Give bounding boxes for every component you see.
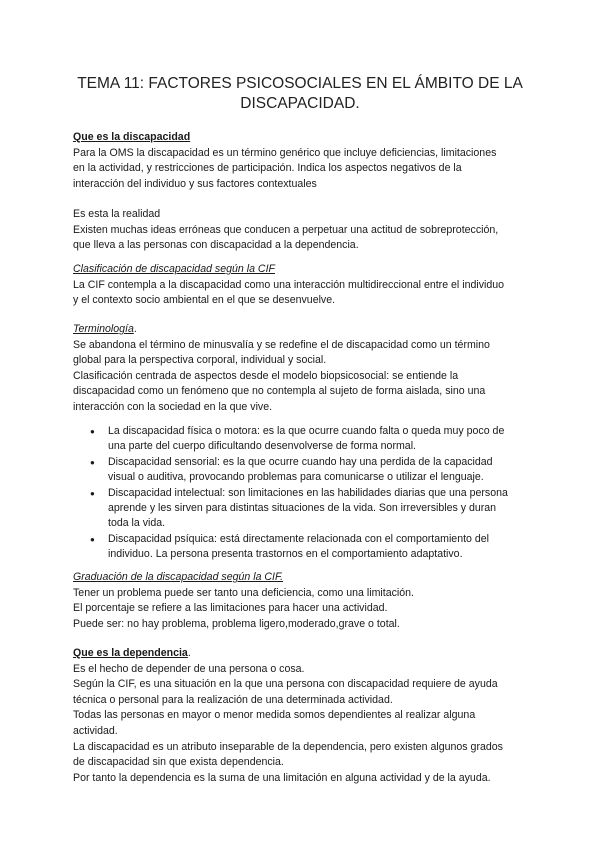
list-item <box>90 424 530 455</box>
paragraph-line: Clasificación centrada de aspectos desde el modelo biopsicosocial: se entiende la <box>73 369 459 382</box>
list-item <box>90 532 530 563</box>
section-heading-row <box>73 646 533 662</box>
paragraph-line: El porcentaje se refiere a las limitaciones para hacer una actividad. <box>73 602 388 615</box>
paragraph-line: técnica o personal para la realización de una determinada actividad. <box>73 693 393 706</box>
list-item-line: visual o auditiva, provocando problemas para comunicarse o utilizar el lenguaje. <box>108 471 484 484</box>
paragraph-line: Se abandona el término de minusvalía y se redefine el de discapacidad como un término <box>73 338 490 351</box>
paragraph-line: Existen muchas ideas erróneas que conducen a perpetuar una actitud de sobreprotección, <box>73 223 499 236</box>
heading-suffix: . <box>133 323 137 335</box>
section-heading-row <box>73 322 533 338</box>
list-item-line: ● La discapacidad física o motora: es la que ocurre cuando falta o queda muy poco de <box>108 425 505 437</box>
section-graduacion-cif <box>73 570 533 632</box>
paragraph-line: de discapacidad sin que exista dependencia. <box>73 756 284 769</box>
paragraph-line: Por tanto la dependencia es la suma de una limitación en alguna actividad y de la ayuda. <box>73 771 491 784</box>
list-item-line: toda la vida. <box>108 517 166 530</box>
list-item <box>90 486 530 532</box>
section-que-es-discapacidad <box>73 130 533 192</box>
paragraph-line: Puede ser: no hay problema, problema ligero,moderado,grave o total. <box>73 617 400 630</box>
paragraph-line: Para la OMS la discapacidad es un término genérico que incluye deficiencias, limitaciones <box>73 146 497 159</box>
paragraph-line: Es el hecho de depender de una persona o cosa. <box>73 662 305 675</box>
list-item-line: individuo. La persona presenta trastornos en el comportamiento adaptativo. <box>108 548 463 561</box>
paragraph-line: en la actividad, y restricciones de participación. Indica los aspectos negativos de la <box>73 162 462 175</box>
list-item-line: aprende y les sirven para distintas situaciones de la vida. Son irreversibles y duran <box>108 502 497 515</box>
paragraph-line: Tener un problema puede ser tanto una deficiencia, como una limitación. <box>73 586 414 599</box>
list-item <box>90 455 530 486</box>
section-realidad <box>73 207 533 254</box>
section-clasificacion-cif <box>73 262 533 309</box>
paragraph-line: global para la perspectiva corporal, individual y social. <box>73 354 327 367</box>
section-terminologia <box>73 322 533 416</box>
list-item-line: ● Discapacidad psíquica: está directamente relacionada con el comportamiento del <box>108 532 490 545</box>
section-que-es-dependencia <box>73 646 533 786</box>
paragraph-line: que lleva a las personas con discapacidad a la dependencia. <box>73 239 359 252</box>
section-heading: Clasificación de discapacidad según la CIF <box>73 263 275 275</box>
list-item-line: ● Discapacidad sensorial: es la que ocurre cuando hay una perdida de la capacidad <box>108 455 493 468</box>
section-heading: Graduación de la discapacidad según la CIF. <box>73 571 284 583</box>
list-item-line: una parte del cuerpo dificultando desenvolverse de forma normal. <box>108 440 416 453</box>
paragraph-line: Es esta la realidad <box>73 208 161 220</box>
title-line-2: DISCAPACIDAD. <box>240 95 360 112</box>
paragraph-line: discapacidad como un fenómeno que no contempla al sujeto de forma aislada, sino una <box>73 385 486 398</box>
heading-suffix: . <box>187 647 191 659</box>
paragraph-line: y el contexto socio ambiental en el que se desenvuelve. <box>73 294 336 307</box>
paragraph-line: La CIF contempla a la discapacidad como una interacción multidireccional entre el individuo <box>73 278 505 291</box>
title-line-1: TEMA 11: FACTORES PSICOSOCIALES EN EL ÁMBITO DE LA <box>77 75 523 92</box>
paragraph-line: Según la CIF, es una situación en la que una persona con discapacidad requiere de ayuda <box>73 678 498 691</box>
section-heading: Terminología <box>73 323 134 335</box>
paragraph-line: interacción con la sociedad en la que vive. <box>73 400 273 413</box>
list-item-line: ● Discapacidad intelectual: son limitaciones en las habilidades diarias que una persona <box>108 486 508 499</box>
paragraph-line: La discapacidad es un atributo inseparable de la dependencia, pero existen algunos grados <box>73 740 503 753</box>
paragraph-line: interacción del individuo y sus factores contextuales <box>73 177 317 190</box>
paragraph-line: actividad. <box>73 724 118 737</box>
disability-types-list <box>90 424 530 563</box>
section-heading: Que es la dependencia <box>73 647 188 659</box>
paragraph-line: Todas las personas en mayor o menor medida somos dependientes al realizar alguna <box>73 709 476 722</box>
section-heading: Que es la discapacidad <box>73 131 191 143</box>
document-title <box>60 74 540 114</box>
